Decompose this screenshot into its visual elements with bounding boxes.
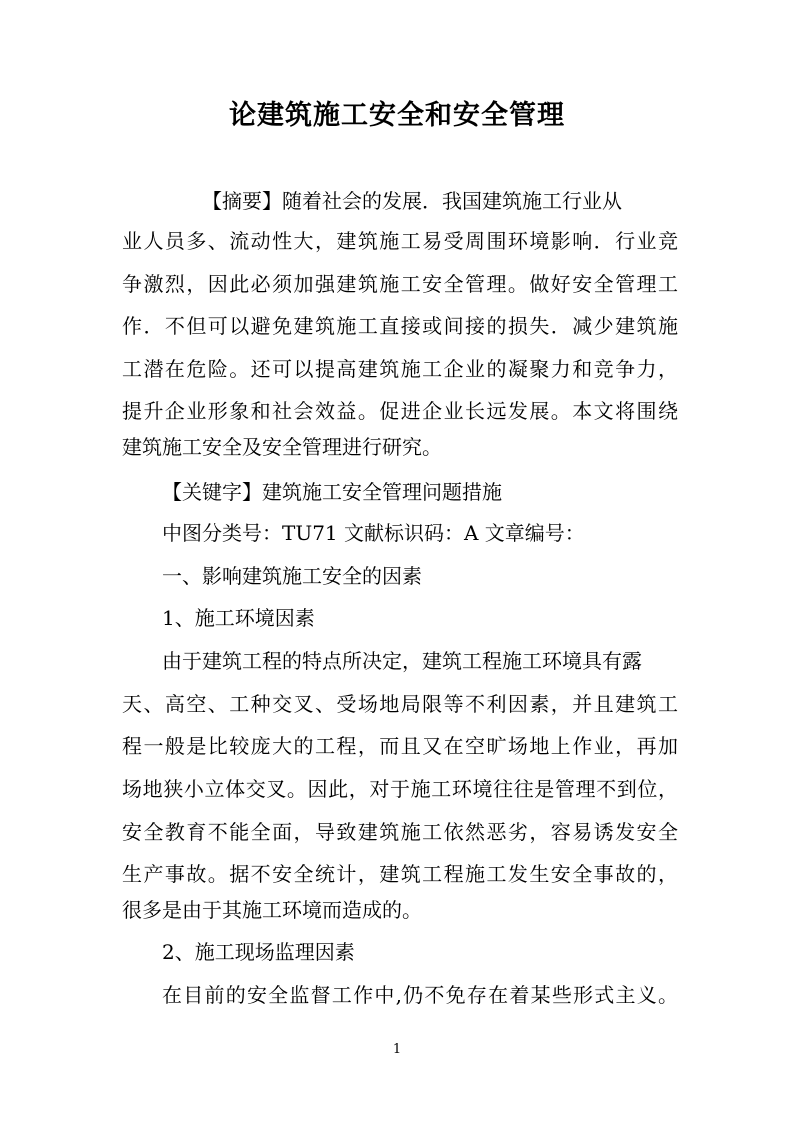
body-line: 天、高空、工种交叉、受场地局限等不利因素，并且建筑工 [122,692,678,716]
abstract-line: 提升企业形象和社会效益。促进企业长远发展。本文将围绕 [122,399,678,423]
body-line: 由于建筑工程的特点所决定，建筑工程施工环境具有露 [162,649,642,673]
body-line: 在目前的安全监督工作中,仍不免存在着某些形式主义。 [162,983,678,1007]
abstract-line: 建筑施工安全及安全管理进行研究。 [122,435,442,459]
body-line: 很多是由于其施工环境而造成的。 [122,898,422,922]
abstract-line: 作．不但可以避免建筑施工直接或间接的损失．减少建筑施 [122,314,678,338]
body-line: 场地狭小立体交叉。因此，对于施工环境往往是管理不到位， [122,777,678,801]
abstract-line: 业人员多、流动性大，建筑施工易受周围环境影响．行业竞 [122,229,678,253]
section-heading: 一、影响建筑施工安全的因素 [162,564,422,588]
document-title: 论建筑施工安全和安全管理 [229,100,565,131]
body-line: 程一般是比较庞大的工程，而且又在空旷场地上作业，再加 [122,734,678,758]
page-number: 1 [392,1042,402,1057]
abstract-line: 工潜在危险。还可以提高建筑施工企业的凝聚力和竞争力， [122,357,678,381]
keywords-line: 【关键字】建筑施工安全管理问题措施 [162,480,502,504]
subsection-heading: 1、施工环境因素 [162,606,315,630]
abstract-line: 争激烈，因此必须加强建筑施工安全管理。做好安全管理工 [122,272,678,296]
subsection-heading: 2、施工现场监理因素 [162,940,355,964]
body-line: 生产事故。据不安全统计，建筑工程施工发生安全事故的， [122,862,678,886]
classification-line: 中图分类号：TU71 文献标识码：A 文章编号： [162,521,585,545]
abstract-line: 【摘要】随着社会的发展．我国建筑施工行业从 [202,189,622,213]
body-line: 安全教育不能全面，导致建筑施工依然恶劣，容易诱发安全 [122,820,678,844]
